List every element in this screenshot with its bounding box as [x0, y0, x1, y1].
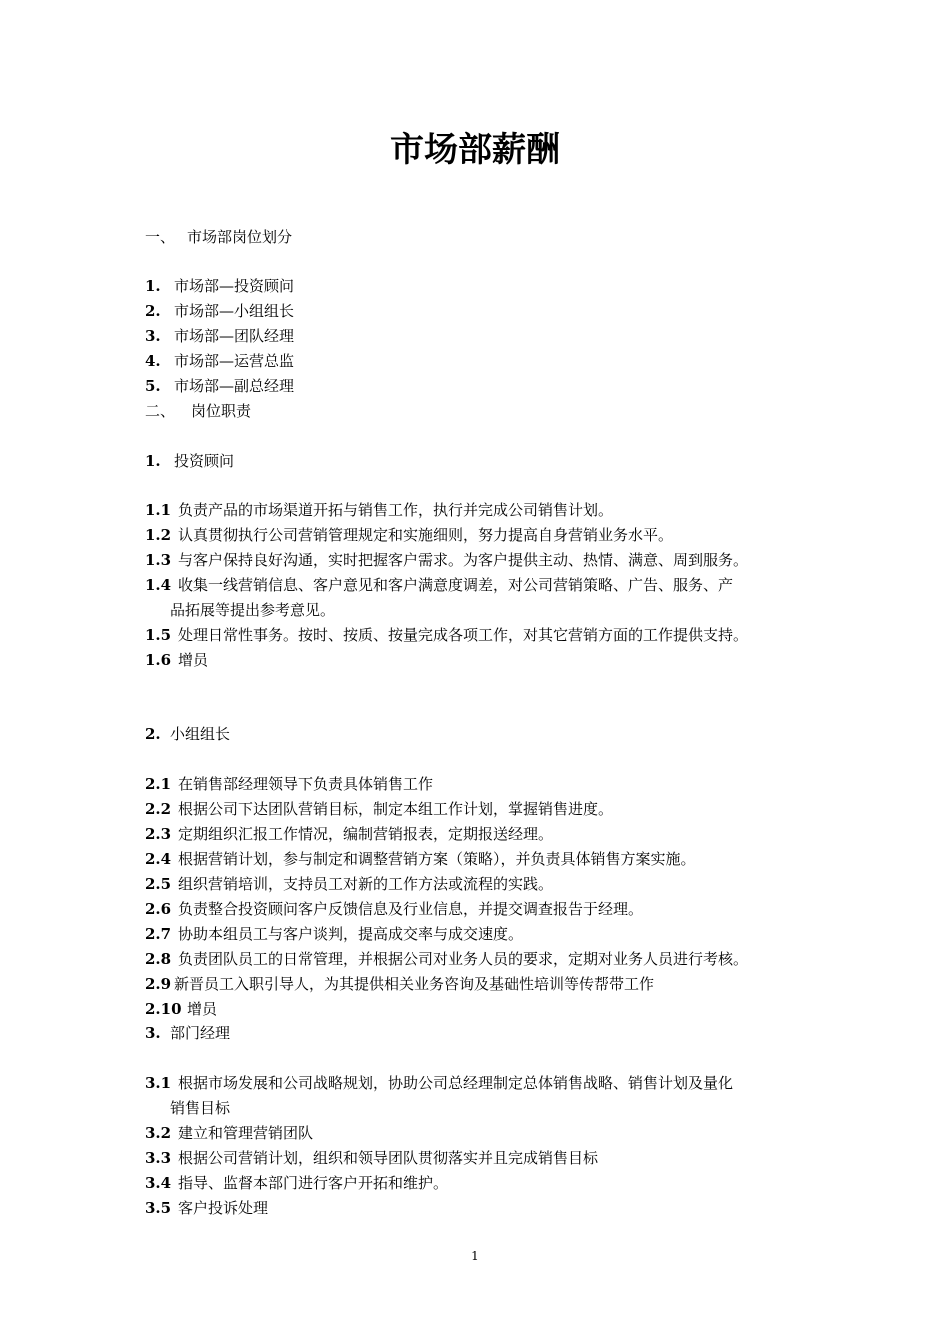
item-text: 指导、监督本部门进行客户开拓和维护。 — [178, 1174, 449, 1192]
item-number: 1.5 — [145, 626, 172, 644]
item-text: 在销售部经理领导下负责具体销售工作 — [178, 775, 434, 793]
item-number: 1.6 — [145, 651, 172, 669]
item-number: 2.1 — [145, 775, 172, 793]
item-number: 1.3 — [145, 551, 172, 569]
section-number: 一、 — [145, 228, 176, 246]
duty-item — [145, 550, 748, 570]
item-number: 2.8 — [145, 950, 172, 968]
section-heading-duties — [145, 401, 251, 421]
item-text: 根据公司营销计划，组织和领导团队贯彻落实并且完成销售目标 — [178, 1149, 599, 1167]
duty-item — [145, 874, 553, 894]
list-item — [145, 326, 294, 346]
item-text: 建立和管理营销团队 — [178, 1124, 314, 1142]
item-text: 客户投诉处理 — [178, 1199, 269, 1217]
role-title: 小组组长 — [170, 725, 231, 743]
item-text: 收集一线营销信息、客户意见和客户满意度调差，对公司营销策略、广告、服务、产 — [178, 576, 734, 594]
item-text: 市场部—投资顾问 — [174, 277, 295, 295]
item-text: 与客户保持良好沟通，实时把握客户需求。为客户提供主动、热情、满意、周到服务。 — [178, 551, 749, 569]
item-text: 负责产品的市场渠道开拓与销售工作，执行并完成公司销售计划。 — [178, 501, 614, 519]
item-number: 3.5 — [145, 1199, 172, 1217]
item-text: 负责团队员工的日常管理，并根据公司对业务人员的要求，定期对业务人员进行考核。 — [178, 950, 749, 968]
item-text: 市场部—副总经理 — [174, 377, 295, 395]
item-number: 2.3 — [145, 825, 172, 843]
duty-item — [145, 1123, 313, 1143]
duty-item — [145, 924, 523, 944]
item-number: 3.4 — [145, 1174, 172, 1192]
item-number: 2.5 — [145, 875, 172, 893]
duty-item — [145, 500, 613, 520]
role-number: 2. — [145, 725, 161, 743]
item-text: 根据市场发展和公司战略规划，协助公司总经理制定总体销售战略、销售计划及量化 — [178, 1074, 734, 1092]
item-number: 1.1 — [145, 501, 172, 519]
item-number: 2.10 — [145, 1000, 182, 1018]
item-text: 市场部—运营总监 — [174, 352, 295, 370]
section-title: 岗位职责 — [191, 402, 252, 420]
role-heading — [145, 1023, 230, 1043]
item-text: 认真贯彻执行公司营销管理规定和实施细则，努力提高自身营销业务水平。 — [178, 526, 674, 544]
item-number: 2. — [145, 302, 161, 320]
duty-item — [145, 849, 696, 869]
list-item — [145, 276, 294, 296]
item-text: 新晋员工入职引导人，为其提供相关业务咨询及基础性培训等传帮带工作 — [174, 975, 655, 993]
list-item — [145, 351, 294, 371]
item-text: 处理日常性事务。按时、按质、按量完成各项工作，对其它营销方面的工作提供支持。 — [178, 626, 749, 644]
duty-item — [145, 625, 748, 645]
role-number: 3. — [145, 1024, 161, 1042]
role-heading — [145, 451, 234, 471]
role-heading — [145, 724, 230, 744]
duty-item-continuation: 品拓展等提出参考意见。 — [170, 601, 336, 619]
item-text: 根据营销计划，参与制定和调整营销方案（策略），并负责具体销售方案实施。 — [178, 850, 696, 868]
duty-item — [145, 525, 673, 545]
item-text: 根据公司下达团队营销目标，制定本组工作计划，掌握销售进度。 — [178, 800, 614, 818]
item-number: 2.7 — [145, 925, 172, 943]
item-text: 协助本组员工与客户谈判，提高成交率与成交速度。 — [178, 925, 524, 943]
duty-item — [145, 1198, 268, 1218]
duty-item-continuation: 销售目标 — [170, 1099, 231, 1117]
item-text: 组织营销培训，支持员工对新的工作方法或流程的实践。 — [178, 875, 554, 893]
duty-item — [145, 1073, 733, 1093]
document-title: 市场部薪酬 — [390, 130, 560, 170]
list-item — [145, 376, 294, 396]
role-title: 部门经理 — [170, 1024, 231, 1042]
duty-item — [145, 774, 433, 794]
item-number: 2.6 — [145, 900, 172, 918]
item-text: 增员 — [178, 651, 209, 669]
page-number: 1 — [471, 1249, 479, 1263]
duty-item — [145, 1148, 598, 1168]
item-number: 3.2 — [145, 1124, 172, 1142]
section-number: 二、 — [145, 402, 176, 420]
list-item — [145, 301, 294, 321]
duty-item — [145, 575, 733, 595]
item-text: 定期组织汇报工作情况，编制营销报表，定期报送经理。 — [178, 825, 554, 843]
section-title: 市场部岗位划分 — [187, 228, 293, 246]
item-number: 2.4 — [145, 850, 172, 868]
item-number: 1.4 — [145, 576, 172, 594]
item-number: 1. — [145, 277, 161, 295]
item-number: 3.1 — [145, 1074, 172, 1092]
duty-item — [145, 650, 208, 670]
duty-item — [145, 949, 748, 969]
section-heading-positions — [145, 227, 292, 247]
item-text: 负责整合投资顾问客户反馈信息及行业信息，并提交调查报告于经理。 — [178, 900, 644, 918]
duty-item — [145, 799, 613, 819]
duty-item — [145, 824, 553, 844]
item-text: 市场部—小组组长 — [174, 302, 295, 320]
duty-item — [145, 899, 643, 919]
item-number: 3.3 — [145, 1149, 172, 1167]
role-title: 投资顾问 — [174, 452, 235, 470]
duty-item — [145, 1173, 448, 1193]
item-number: 4. — [145, 352, 161, 370]
item-number: 1.2 — [145, 526, 172, 544]
item-number: 5. — [145, 377, 161, 395]
duty-item — [145, 999, 217, 1019]
item-number: 2.9 — [145, 975, 172, 993]
item-text: 增员 — [187, 1000, 218, 1018]
role-number: 1. — [145, 452, 161, 470]
item-number: 2.2 — [145, 800, 172, 818]
item-text: 市场部—团队经理 — [174, 327, 295, 345]
duty-item — [145, 974, 654, 994]
item-number: 3. — [145, 327, 161, 345]
